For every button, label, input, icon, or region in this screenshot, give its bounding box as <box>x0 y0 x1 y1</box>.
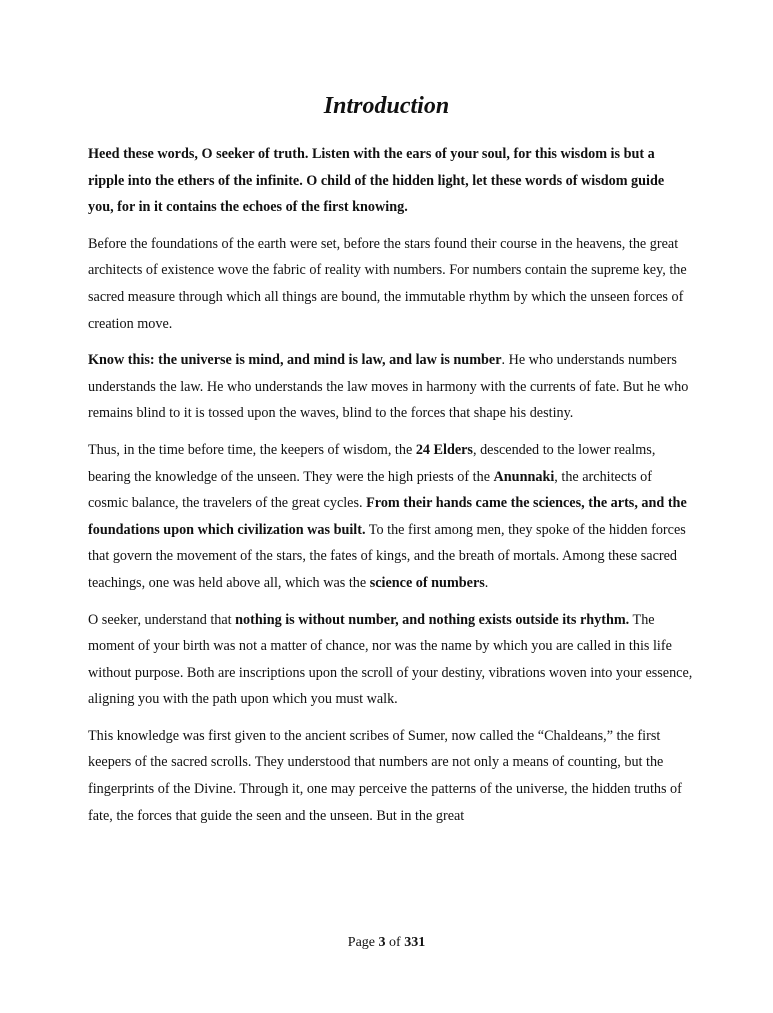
emphasized-text: From their hands came the sciences, the arts, and the foundations upon which civilization was built. <box>88 495 687 538</box>
emphasized-text: Heed these words, O seeker of truth. Listen with the ears of your soul, for this wisdom is but a ripple into the ethers of the infinite. O child of the hidden light, let these words of wisdom guide you, for in it contains the echoes of the first knowing. <box>88 146 665 216</box>
paragraph <box>88 141 693 221</box>
emphasized-text: Know this: the universe is mind, and mind is law, and law is number <box>88 352 502 369</box>
text-run: O seeker, understand that <box>88 611 236 628</box>
emphasized-text: nothing is without number, and nothing exists outside its rhythm. <box>235 611 630 628</box>
emphasized-text: science of numbers <box>369 574 485 591</box>
page-number-prefix: Page <box>347 935 379 950</box>
paragraph <box>88 723 693 829</box>
paragraph <box>88 607 693 713</box>
text-run: The moment of your birth was not a matter of chance, nor was the name by which you are called in this life without purpose. Both are inscriptions upon the scroll of your destiny, vibrations woven into your essence, aligning you with the path upon which you must walk. <box>88 611 693 708</box>
text-run: Before the foundations of the earth were set, before the stars found their course in the heavens, the great architects of existence wove the fabric of reality with numbers. For numbers contain the supreme key, the sacred measure through which all things are bound, the immutable rhythm by which the unseen forces of creation move. <box>88 235 687 332</box>
text-run: , descended to the lower realms, bearing the knowledge of the unseen. They were the high priests of the <box>88 441 656 485</box>
page-title: Introduction <box>323 93 450 119</box>
text-run: To the first among men, they spoke of the hidden forces that govern the movement of the stars, the fates of kings, and the breath of mortals. Among these sacred teachings, one was held above all, which was the <box>88 521 686 591</box>
page-number-total: 331 <box>404 935 426 950</box>
page-footer <box>0 933 773 953</box>
text-run: . He who understands numbers understands the law. He who understands the law moves in harmony with the currents of fate. But he who remains blind to it is tossed upon the waves, blind to the forces that shape his destiny. <box>88 352 689 422</box>
emphasized-text: Anunnaki <box>493 468 555 485</box>
paragraph <box>88 437 693 597</box>
body-text <box>88 141 693 839</box>
text-run: . <box>484 574 489 591</box>
paragraph <box>88 347 693 427</box>
page-number-current: 3 <box>378 935 386 950</box>
text-run: This knowledge was first given to the ancient scribes of Sumer, now called the “Chaldeans,” the first keepers of the sacred scrolls. They understood that numbers are not only a means of counting, but the fingerprints of the Divine. Through it, one may perceive the patterns of the universe, the hidden truths of fate, the forces that guide the seen and the unseen. But in the great <box>88 727 682 824</box>
paragraph <box>88 231 693 337</box>
page-number-separator: of <box>385 935 405 950</box>
text-run: , the architects of cosmic balance, the travelers of the great cycles. <box>88 468 652 512</box>
text-run: Thus, in the time before time, the keepers of wisdom, the <box>88 441 416 458</box>
emphasized-text: 24 Elders <box>415 441 473 458</box>
